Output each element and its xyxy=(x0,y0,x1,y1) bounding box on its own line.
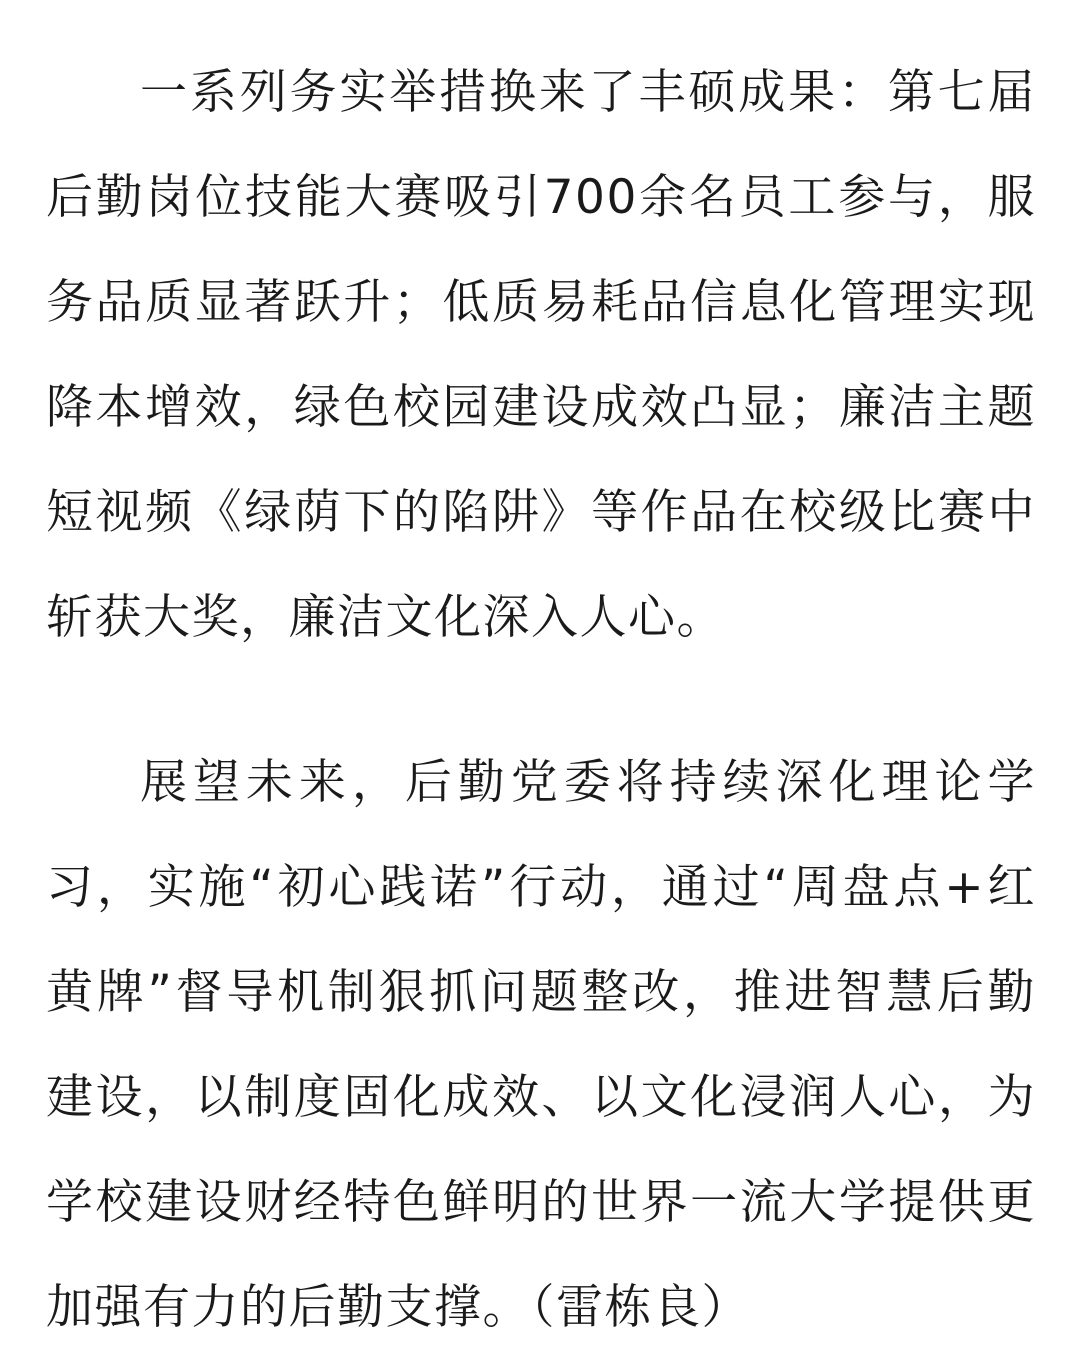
article-paragraph-outlook: 展望未来，后勤党委将持续深化理论学习，实施“初心践诺”行动，通过“周盘点+红黄牌”督导机制狠抓问题整改，推进智慧后勤建设，以制度固化成效、以文化浸润人心，为学校建设财经特色鲜明的世界一流大学提供更加强有力的后勤支撑。（雷栋良） xyxy=(46,755,1036,1335)
paragraph-spacer xyxy=(46,670,1036,730)
article-paragraph-achievements: 一系列务实举措换来了丰硕成果：第七届后勤岗位技能大赛吸引700余名员工参与，服务品质显著跃升；低质易耗品信息化管理实现降本增效，绿色校园建设成效凸显；廉洁主题短视频《绿荫下的陷阱》等作品在校级比赛中斩获大奖，廉洁文化深入人心。 xyxy=(46,65,1036,645)
